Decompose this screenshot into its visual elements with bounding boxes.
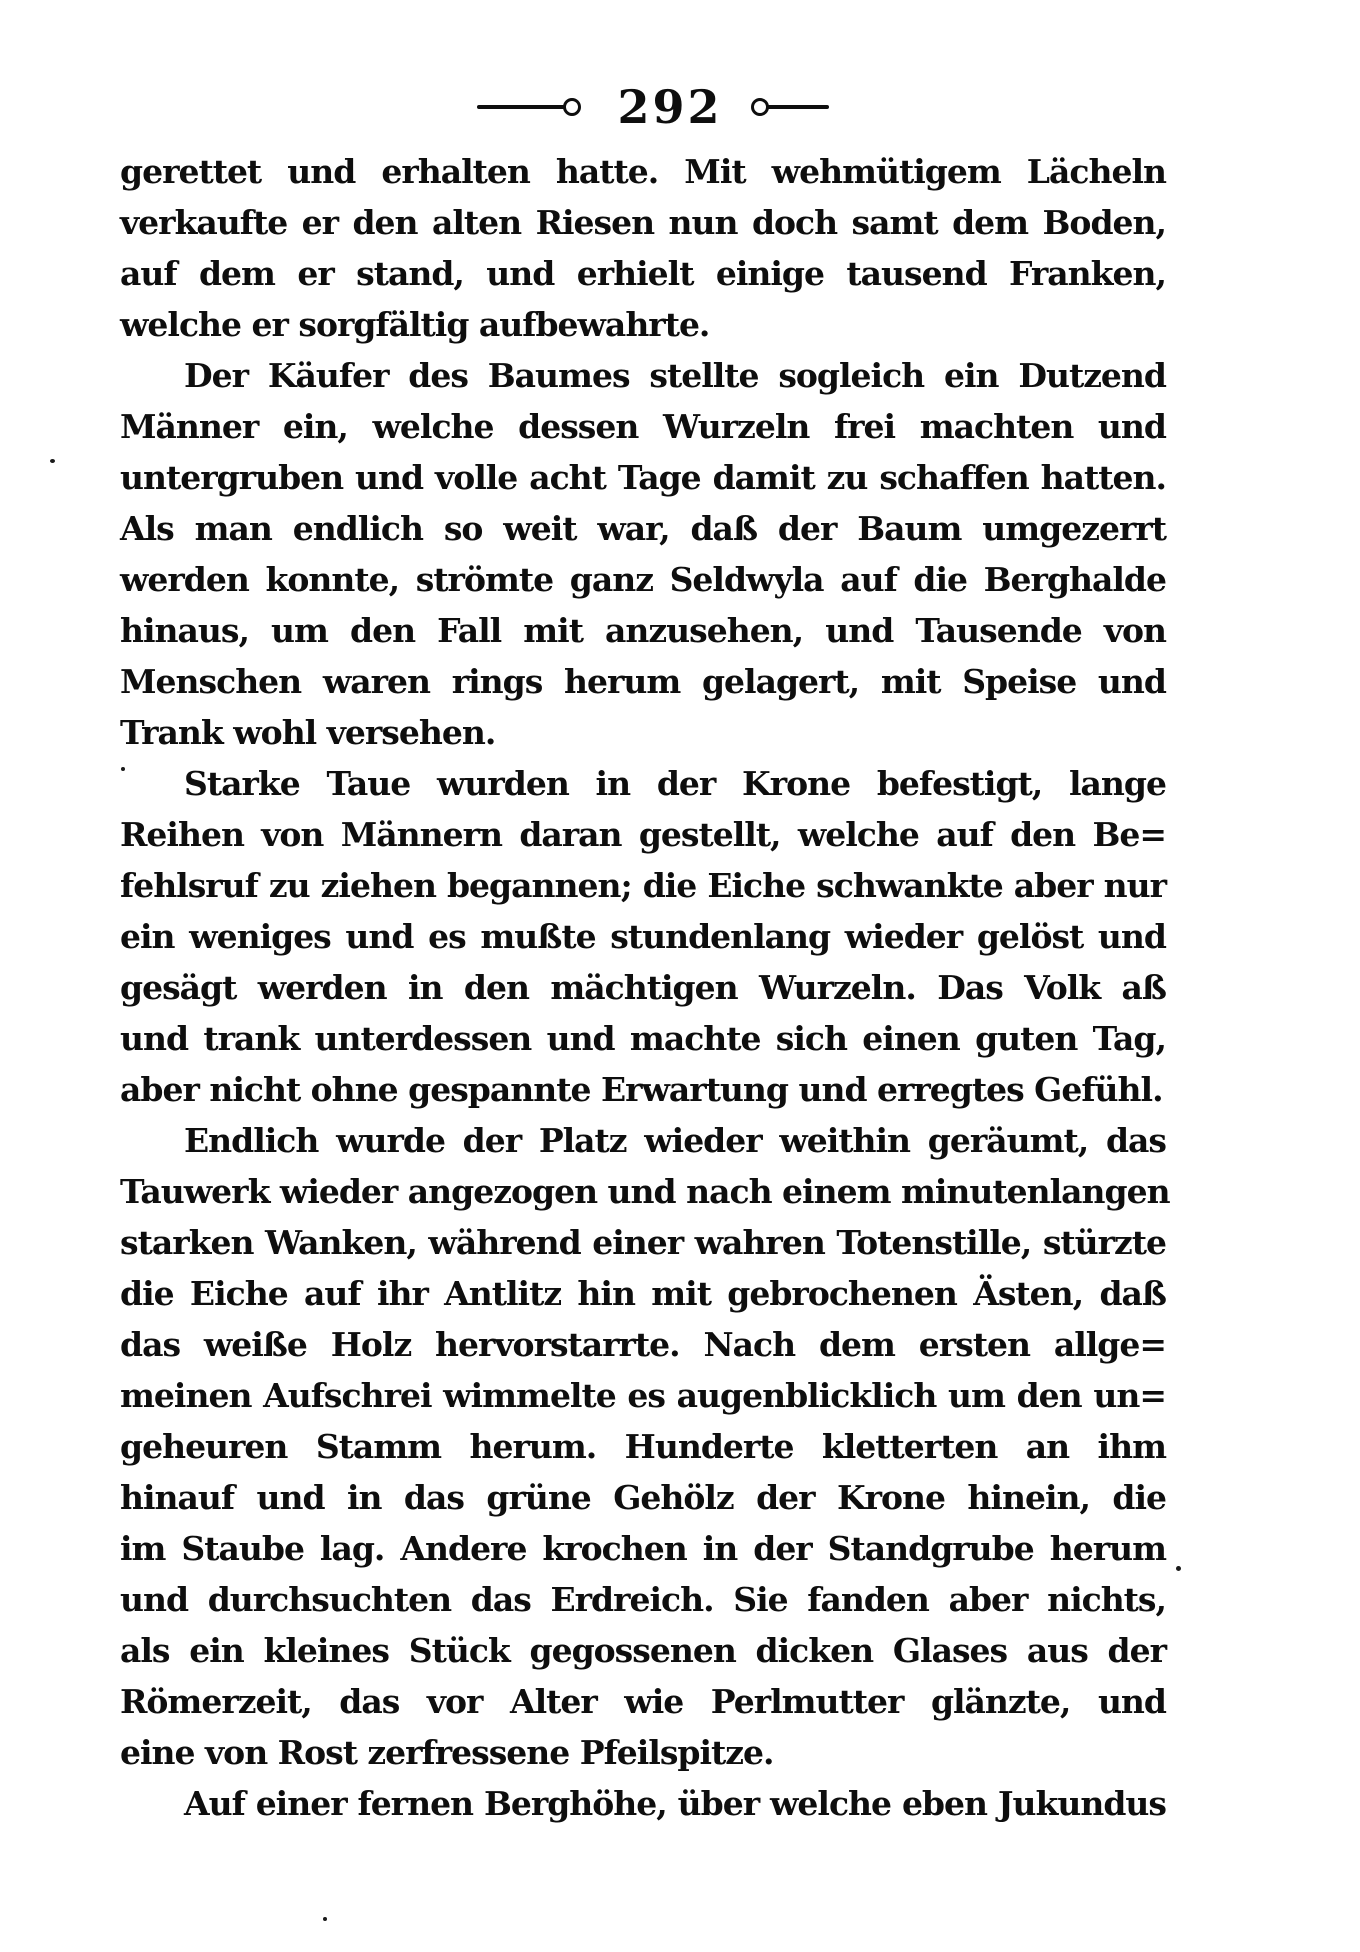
text-line: Der Käufer des Baumes stellte sogleich ein Dutzend xyxy=(184,356,1166,395)
text-line: im Staube lag. Andere krochen in der Standgrube herum xyxy=(120,1529,1166,1568)
text-line: und trank unterdessen und machte sich einen guten Tag, xyxy=(120,1019,1166,1058)
text-line: Endlich wurde der Platz wieder weithin geräumt, das xyxy=(184,1121,1166,1160)
text-line: Reihen von Männern daran gestellt, welche auf den Be= xyxy=(120,815,1166,854)
text-line: hinaus, um den Fall mit anzusehen, und Tausende von xyxy=(120,611,1166,650)
text-line: Römerzeit, das vor Alter wie Perlmutter glänzte, und xyxy=(120,1682,1166,1721)
text-line: Männer ein, welche dessen Wurzeln frei machten und xyxy=(120,407,1166,446)
text-line: ein weniges und es mußte stundenlang wieder gelöst und xyxy=(120,917,1166,956)
text-line: gesägt werden in den mächtigen Wurzeln. Das Volk aß xyxy=(120,968,1166,1007)
running-head xyxy=(0,80,1333,134)
text-line: meinen Aufschrei wimmelte es augenblicklich um den un= xyxy=(120,1376,1166,1415)
text-line: welche er sorgfältig aufbewahrte. xyxy=(120,305,710,344)
text-line: auf dem er stand, und erhielt einige tausend Franken, xyxy=(120,254,1166,293)
text-line: Trank wohl versehen. xyxy=(120,713,496,752)
text-line: hinauf und in das grüne Gehölz der Krone hinein, die xyxy=(120,1478,1166,1517)
scan-speck xyxy=(121,767,125,771)
header-ring-left-icon xyxy=(563,98,581,116)
text-line: Starke Taue wurden in der Krone befestigt, lange xyxy=(184,764,1166,803)
text-line: als ein kleines Stück gegossenen dicken Glases aus der xyxy=(120,1631,1166,1670)
text-line: verkaufte er den alten Riesen nun doch samt dem Boden, xyxy=(120,203,1166,242)
text-line: gerettet und erhalten hatte. Mit wehmütigem Lächeln xyxy=(120,152,1166,191)
text-block xyxy=(120,146,1170,1829)
text-line: und durchsuchten das Erdreich. Sie fanden aber nichts, xyxy=(120,1580,1166,1619)
text-line: aber nicht ohne gespannte Erwartung und erregtes Gefühl. xyxy=(120,1070,1163,1109)
text-line: Tauwerk wieder angezogen und nach einem minutenlangen xyxy=(120,1172,1170,1211)
text-line: das weiße Holz hervorstarrte. Nach dem ersten allge= xyxy=(120,1325,1166,1364)
scan-speck xyxy=(1176,1566,1181,1571)
text-line: Menschen waren rings herum gelagert, mit Speise und xyxy=(120,662,1166,701)
page-number: 292 xyxy=(617,80,723,134)
text-line: werden konnte, strömte ganz Seldwyla auf die Berghalde xyxy=(120,560,1166,599)
header-rule-left xyxy=(477,105,565,109)
text-line: die Eiche auf ihr Antlitz hin mit gebrochenen Ästen, daß xyxy=(120,1274,1166,1313)
text-line: Auf einer fernen Berghöhe, über welche eben Jukundus xyxy=(184,1784,1166,1823)
text-line: starken Wanken, während einer wahren Totenstille, stürzte xyxy=(120,1223,1166,1262)
text-line: geheuren Stamm herum. Hunderte kletterten an ihm xyxy=(120,1427,1166,1466)
text-line: Als man endlich so weit war, daß der Baum umgezerrt xyxy=(120,509,1166,548)
header-rule-right xyxy=(767,105,829,109)
text-line: eine von Rost zerfressene Pfeilspitze. xyxy=(120,1733,774,1772)
text-line: untergruben und volle acht Tage damit zu schaffen hatten. xyxy=(120,458,1166,497)
header-ring-right-icon xyxy=(751,98,769,116)
text-line: fehlsruf zu ziehen begannen; die Eiche schwankte aber nur xyxy=(120,866,1166,905)
scan-speck xyxy=(323,1917,327,1921)
scan-speck xyxy=(50,459,55,463)
